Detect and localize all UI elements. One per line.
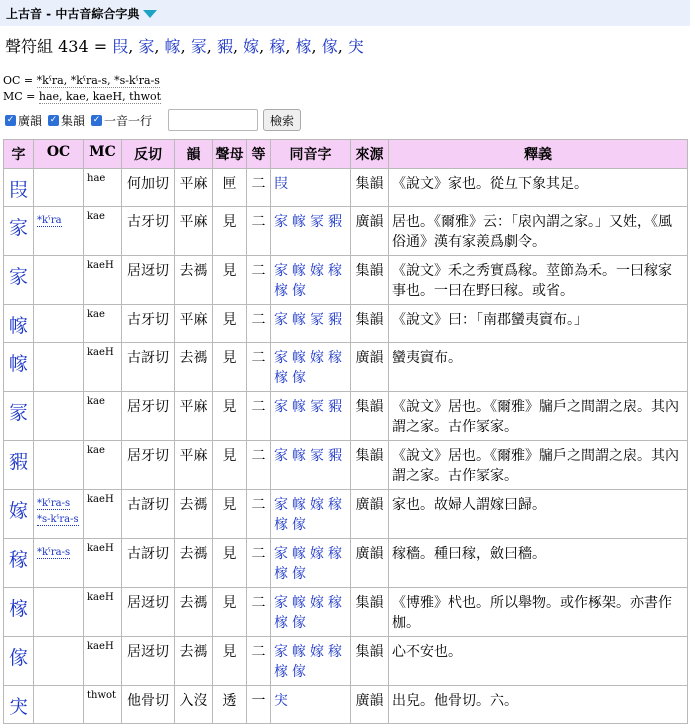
separator: , [128, 37, 139, 56]
cell-oc [34, 686, 84, 724]
cell-char[interactable]: 冡 [4, 392, 34, 441]
homophone-link[interactable]: 家 [274, 497, 288, 513]
cell-homophones [271, 441, 351, 490]
cell-grade: 一 [247, 686, 271, 724]
phonetic-char-link[interactable]: 冡 [190, 37, 207, 56]
homophone-link[interactable]: 嫁 [310, 644, 324, 660]
cell-initial: 見 [213, 207, 247, 256]
cell-fanqie: 居牙切 [122, 441, 175, 490]
mc-value: hae, kae, kaeH, thwot [38, 90, 162, 103]
column-header: 同音字 [271, 140, 351, 169]
cell-source: 集韻 [351, 441, 389, 490]
homophone-link[interactable]: 嫁 [310, 350, 324, 366]
checkbox-one-per-line-label: 一音一行 [104, 113, 153, 128]
cell-mc: kaeH [84, 490, 122, 539]
cell-initial: 見 [213, 305, 247, 343]
column-header: 字 [4, 140, 34, 169]
dictionary-table [3, 139, 688, 724]
homophone-link[interactable]: 傢 [292, 370, 306, 386]
table-row [4, 343, 688, 392]
homophone-link[interactable]: 冡 [310, 312, 324, 328]
options-bar [5, 109, 690, 131]
cell-yun: 去禡 [175, 343, 213, 392]
cell-oc [34, 637, 84, 686]
cell-oc [34, 305, 84, 343]
cell-grade: 二 [247, 490, 271, 539]
homophone-link[interactable]: 榢 [274, 664, 288, 680]
homophone-link[interactable]: 傢 [292, 517, 306, 533]
oc-label: OC = [3, 74, 37, 87]
cell-oc [34, 256, 84, 305]
phonetic-chars [112, 37, 364, 56]
phonetic-char-link[interactable]: 稼 [269, 37, 286, 56]
cell-mc: thwot [84, 686, 122, 724]
homophone-link[interactable]: 嫁 [310, 595, 324, 611]
separator: , [259, 37, 270, 56]
phonetic-char-link[interactable]: 家 [138, 37, 155, 56]
cell-mc: kaeH [84, 256, 122, 305]
mc-label: MC = [3, 90, 39, 103]
cell-homophones [271, 686, 351, 724]
cell-grade: 二 [247, 539, 271, 588]
cell-homophones [271, 207, 351, 256]
table-row [4, 392, 688, 441]
separator: , [285, 37, 296, 56]
cell-grade: 二 [247, 256, 271, 305]
oc-reading-link[interactable]: *s-kˤra-s [37, 514, 79, 525]
checkbox-guangyun[interactable] [5, 112, 42, 129]
homophone-link[interactable]: 嫁 [310, 546, 324, 562]
cell-homophones [271, 637, 351, 686]
cell-yun: 平麻 [175, 441, 213, 490]
cell-initial: 見 [213, 490, 247, 539]
checkbox-checked-icon[interactable]: ✓ [49, 114, 58, 125]
table-body [4, 169, 688, 724]
cell-fanqie: 他骨切 [122, 686, 175, 724]
cell-mc: kaeH [84, 343, 122, 392]
homophone-link[interactable]: 稼 [328, 497, 342, 513]
column-header: 釋義 [389, 140, 688, 169]
cell-definition: 出皃。他骨切。六。 [389, 686, 688, 724]
cell-source: 集韻 [351, 169, 389, 207]
oc-reading-link[interactable]: *kˤra-s [37, 547, 71, 558]
cell-grade: 二 [247, 392, 271, 441]
homophone-link[interactable]: 榢 [274, 615, 288, 631]
homophone-link[interactable]: 傢 [292, 566, 306, 582]
cell-mc: kae [84, 207, 122, 256]
homophone-link[interactable]: 稼 [328, 350, 342, 366]
cell-homophones [271, 343, 351, 392]
cell-oc [34, 490, 84, 539]
table-row [4, 169, 688, 207]
homophone-link[interactable]: 稼 [328, 546, 342, 562]
cell-initial: 見 [213, 343, 247, 392]
cell-mc: kae [84, 392, 122, 441]
homophone-link[interactable]: 家 [274, 644, 288, 660]
cell-fanqie: 古訝切 [122, 490, 175, 539]
cell-char[interactable]: 稼 [4, 539, 34, 588]
table-row [4, 207, 688, 256]
cell-source: 廣韻 [351, 207, 389, 256]
cell-mc: kaeH [84, 539, 122, 588]
table-row [4, 490, 688, 539]
cell-initial: 透 [213, 686, 247, 724]
phonetic-char-link[interactable]: 傢 [321, 37, 338, 56]
homophone-link[interactable]: 冡 [310, 399, 324, 415]
phonetic-char-link[interactable]: 宊 [347, 37, 364, 56]
column-header: 等 [247, 140, 271, 169]
cell-fanqie: 古牙切 [122, 207, 175, 256]
checkbox-guangyun-label: 廣韻 [18, 113, 43, 128]
column-header: OC [34, 140, 84, 169]
cell-initial: 見 [213, 441, 247, 490]
cell-yun: 去禡 [175, 256, 213, 305]
homophone-link[interactable]: 幏 [292, 312, 306, 328]
cell-source: 集韻 [351, 392, 389, 441]
homophone-link[interactable]: 榢 [274, 566, 288, 582]
cell-source: 廣韻 [351, 343, 389, 392]
homophone-link[interactable]: 家 [274, 546, 288, 562]
cell-source: 集韻 [351, 637, 389, 686]
cell-homophones [271, 588, 351, 637]
search-button[interactable]: 檢索 [263, 109, 301, 131]
cell-definition: 家也。故婦人謂嫁曰歸。 [389, 490, 688, 539]
cell-char[interactable]: 家 [4, 207, 34, 256]
cell-mc: kae [84, 441, 122, 490]
cell-oc [34, 588, 84, 637]
cell-grade: 二 [247, 441, 271, 490]
cell-source: 集韻 [351, 305, 389, 343]
homophone-link[interactable]: 豭 [328, 399, 342, 415]
table-row [4, 637, 688, 686]
cell-grade: 二 [247, 169, 271, 207]
cell-fanqie: 居迓切 [122, 637, 175, 686]
cell-char[interactable]: 傢 [4, 637, 34, 686]
cell-oc [34, 169, 84, 207]
phonetic-char-link[interactable]: 叚 [112, 37, 129, 56]
table-row [4, 305, 688, 343]
cell-homophones [271, 490, 351, 539]
cell-definition: 心不安也。 [389, 637, 688, 686]
homophone-link[interactable]: 家 [274, 399, 288, 415]
cell-oc [34, 441, 84, 490]
cell-definition: 居也。《爾雅》云：「扆內謂之家。」又姓，《風俗通》漢有家羨爲劇令。 [389, 207, 688, 256]
column-header: 韻 [175, 140, 213, 169]
search-input[interactable] [168, 109, 258, 131]
separator: , [311, 37, 322, 56]
cell-yun: 去禡 [175, 539, 213, 588]
cell-fanqie: 居牙切 [122, 392, 175, 441]
cell-source: 廣韻 [351, 686, 389, 724]
cell-char[interactable]: 幏 [4, 343, 34, 392]
cell-char[interactable]: 嫁 [4, 490, 34, 539]
cell-initial: 見 [213, 588, 247, 637]
cell-initial: 匣 [213, 169, 247, 207]
header-bar [0, 0, 690, 26]
phonetic-char-link[interactable]: 榢 [295, 37, 312, 56]
homophone-link[interactable]: 家 [274, 448, 288, 464]
phonetic-group-label: 聲符組 434 = [5, 37, 113, 56]
cell-yun: 去禡 [175, 490, 213, 539]
homophone-link[interactable]: 榢 [274, 517, 288, 533]
homophone-link[interactable]: 家 [274, 214, 288, 230]
cell-yun: 去禡 [175, 637, 213, 686]
table-row [4, 539, 688, 588]
homophone-link[interactable]: 稼 [328, 595, 342, 611]
homophone-link[interactable]: 幏 [292, 350, 306, 366]
homophone-link[interactable]: 豭 [328, 214, 342, 230]
table-row [4, 441, 688, 490]
column-header: 聲母 [213, 140, 247, 169]
homophone-link[interactable]: 冡 [310, 214, 324, 230]
homophone-link[interactable]: 嫁 [310, 263, 324, 279]
cell-char[interactable]: 豭 [4, 441, 34, 490]
cell-grade: 二 [247, 637, 271, 686]
oc-reading-link[interactable]: *kˤra-s [37, 498, 71, 509]
phonetic-group-line [5, 34, 690, 57]
homophone-link[interactable]: 家 [274, 350, 288, 366]
reconstruction-block [3, 73, 690, 105]
cell-yun: 平麻 [175, 169, 213, 207]
homophone-link[interactable]: 冡 [310, 448, 324, 464]
cell-yun: 去禡 [175, 588, 213, 637]
homophone-link[interactable]: 家 [274, 263, 288, 279]
cell-source: 集韻 [351, 256, 389, 305]
phonetic-char-link[interactable]: 豭 [216, 37, 233, 56]
homophone-link[interactable]: 幏 [292, 448, 306, 464]
cell-homophones [271, 539, 351, 588]
cell-yun: 入沒 [175, 686, 213, 724]
checkbox-jiyun-label: 集韻 [61, 113, 86, 128]
table-header-row [4, 140, 688, 169]
cell-homophones [271, 305, 351, 343]
cell-fanqie: 何加切 [122, 169, 175, 207]
phonetic-char-link[interactable]: 嫁 [243, 37, 260, 56]
separator: , [232, 37, 244, 56]
cell-definition: 《說文》居也。《爾雅》牖戶之間謂之扆。其內謂之家。古作冡家。 [389, 392, 688, 441]
cell-oc [34, 392, 84, 441]
cell-fanqie: 古訝切 [122, 343, 175, 392]
cell-oc [34, 207, 84, 256]
homophone-link[interactable]: 幏 [292, 644, 306, 660]
column-header: MC [84, 140, 122, 169]
cell-grade: 二 [247, 588, 271, 637]
separator: , [337, 37, 348, 56]
cell-grade: 二 [247, 305, 271, 343]
cell-fanqie: 古牙切 [122, 305, 175, 343]
cell-char[interactable]: 家 [4, 256, 34, 305]
cell-mc: kae [84, 305, 122, 343]
homophone-link[interactable]: 傢 [292, 615, 306, 631]
homophone-link[interactable]: 幏 [292, 399, 306, 415]
checkbox-checked-icon[interactable]: ✓ [6, 114, 15, 125]
cell-source: 集韻 [351, 588, 389, 637]
cell-char[interactable]: 叚 [4, 169, 34, 207]
cell-yun: 平麻 [175, 392, 213, 441]
homophone-link[interactable]: 榢 [274, 283, 288, 299]
homophone-link[interactable]: 稼 [328, 263, 342, 279]
checkbox-checked-icon[interactable]: ✓ [92, 114, 101, 125]
homophone-link[interactable]: 傢 [292, 664, 306, 680]
page-title: 上古音 - 中古音綜合字典 [6, 6, 140, 21]
checkbox-one-per-line[interactable] [91, 112, 152, 129]
cell-definition: 《說文》家也。從彑下象其足。 [389, 169, 688, 207]
cell-initial: 見 [213, 256, 247, 305]
cell-mc: kaeH [84, 637, 122, 686]
checkbox-jiyun[interactable] [48, 112, 85, 129]
homophone-link[interactable]: 幏 [292, 546, 306, 562]
table-row [4, 256, 688, 305]
homophone-link[interactable]: 家 [274, 595, 288, 611]
cell-initial: 見 [213, 392, 247, 441]
cell-char[interactable]: 幏 [4, 305, 34, 343]
cell-homophones [271, 169, 351, 207]
phonetic-char-link[interactable]: 幏 [164, 37, 181, 56]
homophone-link[interactable]: 幏 [292, 214, 306, 230]
cell-yun: 平麻 [175, 305, 213, 343]
homophone-link[interactable]: 榢 [274, 370, 288, 386]
table-row [4, 686, 688, 724]
cell-oc [34, 343, 84, 392]
cell-fanqie: 居迓切 [122, 588, 175, 637]
separator: , [180, 37, 191, 56]
homophone-link[interactable]: 幏 [292, 263, 306, 279]
cell-grade: 二 [247, 207, 271, 256]
homophone-link[interactable]: 叚 [274, 176, 288, 192]
cell-fanqie: 居迓切 [122, 256, 175, 305]
dropdown-triangle-icon[interactable] [143, 10, 157, 18]
homophone-link[interactable]: 嫁 [310, 497, 324, 513]
table-row [4, 588, 688, 637]
homophone-link[interactable]: 幏 [292, 595, 306, 611]
oc-reading-link[interactable]: *kˤra [37, 215, 62, 226]
cell-definition: 《博雅》杙也。所以舉物。或作椓架。亦書作枷。 [389, 588, 688, 637]
cell-homophones [271, 392, 351, 441]
cell-source: 廣韻 [351, 539, 389, 588]
cell-definition: 《說文》曰：「南郡蠻夷賨布。」 [389, 305, 688, 343]
homophone-link[interactable]: 豭 [328, 448, 342, 464]
cell-definition: 《說文》居也。《爾雅》牖戶之間謂之扆。其內謂之家。古作冡家。 [389, 441, 688, 490]
homophone-link[interactable]: 傢 [292, 283, 306, 299]
cell-fanqie: 古訝切 [122, 539, 175, 588]
cell-definition: 《說文》禾之秀實爲稼。莖節為禾。一曰稼家事也。一曰在野曰稼。或省。 [389, 256, 688, 305]
cell-homophones [271, 256, 351, 305]
column-header: 反切 [122, 140, 175, 169]
homophone-link[interactable]: 稼 [328, 644, 342, 660]
cell-char[interactable]: 宊 [4, 686, 34, 724]
separator: , [154, 37, 165, 56]
homophone-link[interactable]: 幏 [292, 497, 306, 513]
column-header: 來源 [351, 140, 389, 169]
oc-value: *kˤra, *kˤra-s, *s-kˤra-s [36, 74, 160, 87]
separator: , [206, 37, 217, 56]
cell-initial: 見 [213, 637, 247, 686]
cell-initial: 見 [213, 539, 247, 588]
cell-definition: 稼穡。種曰稼，斂曰穡。 [389, 539, 688, 588]
cell-source: 廣韻 [351, 490, 389, 539]
cell-char[interactable]: 榢 [4, 588, 34, 637]
cell-oc [34, 539, 84, 588]
cell-mc: hae [84, 169, 122, 207]
cell-definition: 蠻夷賨布。 [389, 343, 688, 392]
homophone-link[interactable]: 家 [274, 312, 288, 328]
cell-yun: 平麻 [175, 207, 213, 256]
homophone-link[interactable]: 宊 [274, 693, 288, 709]
cell-mc: kaeH [84, 588, 122, 637]
homophone-link[interactable]: 豭 [328, 312, 342, 328]
cell-grade: 二 [247, 343, 271, 392]
